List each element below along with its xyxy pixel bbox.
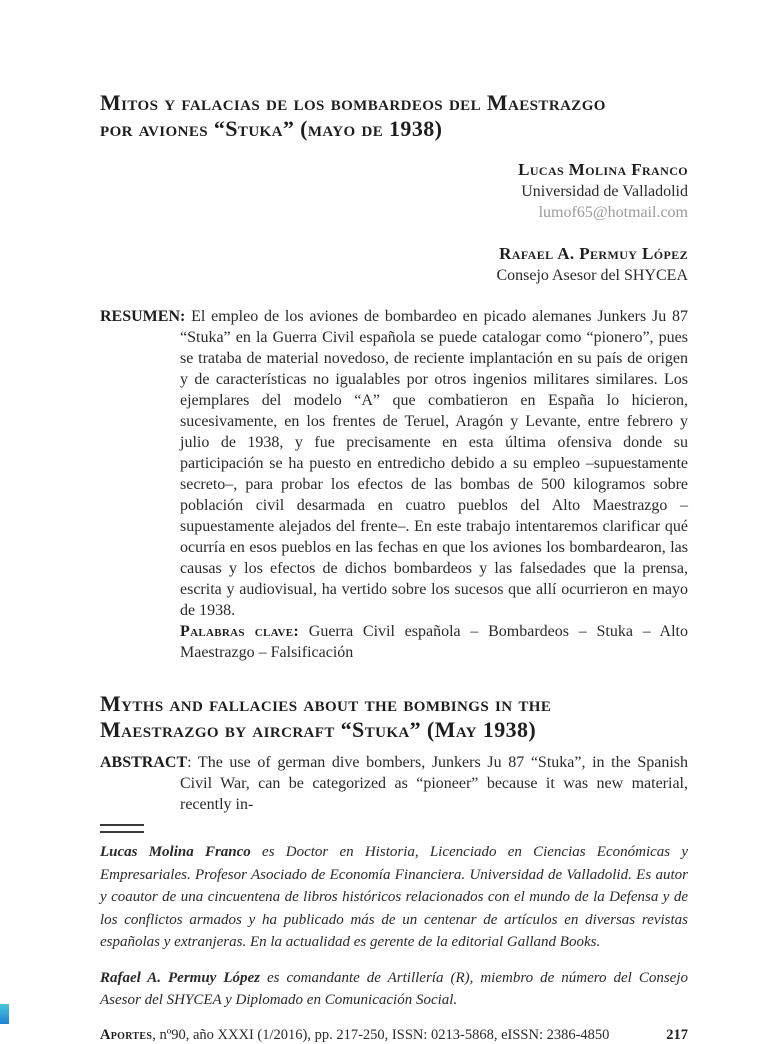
- footnote-author-2: [100, 967, 688, 1012]
- author-2-affiliation: Consejo Asesor del SHYCEA: [496, 267, 688, 284]
- abstract-text: The use of german dive bombers, Junkers Ju 87 “Stuka”, in the Spanish Civil War, can be categorized as “pioneer” because it was new material, recently in-: [180, 754, 688, 813]
- keywords-text: Guerra Civil española – Bombardeos – Stuka – Alto Maestrazgo – Falsificación: [180, 623, 689, 661]
- author-1-affiliation: Universidad de Valladolid: [521, 183, 688, 200]
- title-en-line-2: Maestrazgo by aircraft “Stuka” (May 1938): [100, 717, 537, 742]
- resumen-text: El empleo de los aviones de bombardeo en picado alemanes Junkers Ju 87 “Stuka” en la Guerra Civil española se puede catalogar como “pionero”, pues se trataba de material novedoso, de reciente implantación en su país de origen y de características no igualables por otros ingenios militares similares. Los ejemplares del modelo “A” que combatieron en España lo hicieron, sucesivamente, en los frentes de Teruel, Aragón y Levante, entre febrero y julio de 1938, y fue precisamente en esta última ofensiva donde su participación se ha puesto en entredicho debido a su empleo –supuestamente secreto–, para probar los efectos de las bombas de 500 kilogramos sobre población civil desarmada en cuatro pueblos del Alto Maestrazgo –supuestamente alejados del frente–. En este trabajo intentaremos clarificar qué ocurría en esos pueblos en las fechas en que los aviones los bombardearon, las causas y los efectos de dichos bombardeos y las falsedades que la prensa, escrita y audiovisual, ha vertido sobre los sucesos que allí ocurrieron en mayo de 1938.: [180, 308, 688, 619]
- title-es-line-1: Mitos y falacias de los bombardeos del Maestrazgo: [100, 90, 606, 115]
- author-list: [100, 158, 688, 286]
- resumen-paragraph: [100, 306, 688, 621]
- title-es-line-2: por aviones “Stuka” (mayo de 1938): [100, 116, 443, 141]
- resumen-section: [100, 306, 688, 663]
- citation-text: , nº90, año XXXI (1/2016), pp. 217-250, ISSN: 0213-5868, eISSN: 2386-4850: [152, 1026, 610, 1043]
- title-en-line-1: Myths and fallacies about the bombings in the: [100, 691, 552, 716]
- keywords-paragraph: [180, 621, 688, 663]
- footnote-2-text: es comandante de Artillería (R), miembro de número del Consejo Asesor del SHYCEA y Diplomado en Comunicación Social.: [100, 969, 689, 1008]
- footnote-separator-rule: [100, 824, 144, 833]
- keywords-label: Palabras clave:: [180, 623, 300, 640]
- footer-citation: [100, 1027, 609, 1044]
- footnote-1-name: Lucas Molina Franco: [100, 844, 251, 860]
- resumen-label: RESUMEN:: [100, 308, 186, 325]
- abstract-paragraph: [100, 752, 688, 815]
- author-2: [100, 242, 688, 286]
- author-1-email: lumof65@hotmail.com: [538, 204, 688, 221]
- page-number: 217: [666, 1026, 688, 1043]
- abstract-separator: :: [187, 754, 198, 771]
- abstract-label: ABSTRACT: [100, 754, 188, 771]
- footnote-2-name: Rafael A. Permuy López: [100, 969, 260, 986]
- viewer-corner-accent: [0, 1004, 9, 1024]
- article-title-spanish: [100, 90, 688, 142]
- author-1-name: Lucas Molina Franco: [518, 160, 688, 179]
- journal-footer: [100, 1027, 688, 1044]
- author-2-name: Rafael A. Permuy López: [499, 244, 688, 263]
- article-title-english: [100, 691, 688, 743]
- abstract-section: [100, 752, 688, 815]
- footnote-1-text: es Doctor en Historia, Licenciado en Ciencias Económicas y Empresariales. Profesor Asociado de Economía Financiera. Universidad de Valladolid. Es autor y coautor de una cincuentena de libros históricos relacionados con el mundo de la Defensa y de los conflictos armados y ha publicado más de un centenar de artículos en diversas revistas españolas y extranjeras. En la actualidad es gerente de la editorial Galland Books.: [100, 844, 689, 950]
- author-1: [100, 158, 688, 223]
- journal-name: Aportes: [100, 1026, 153, 1043]
- footnote-author-1: [100, 841, 688, 954]
